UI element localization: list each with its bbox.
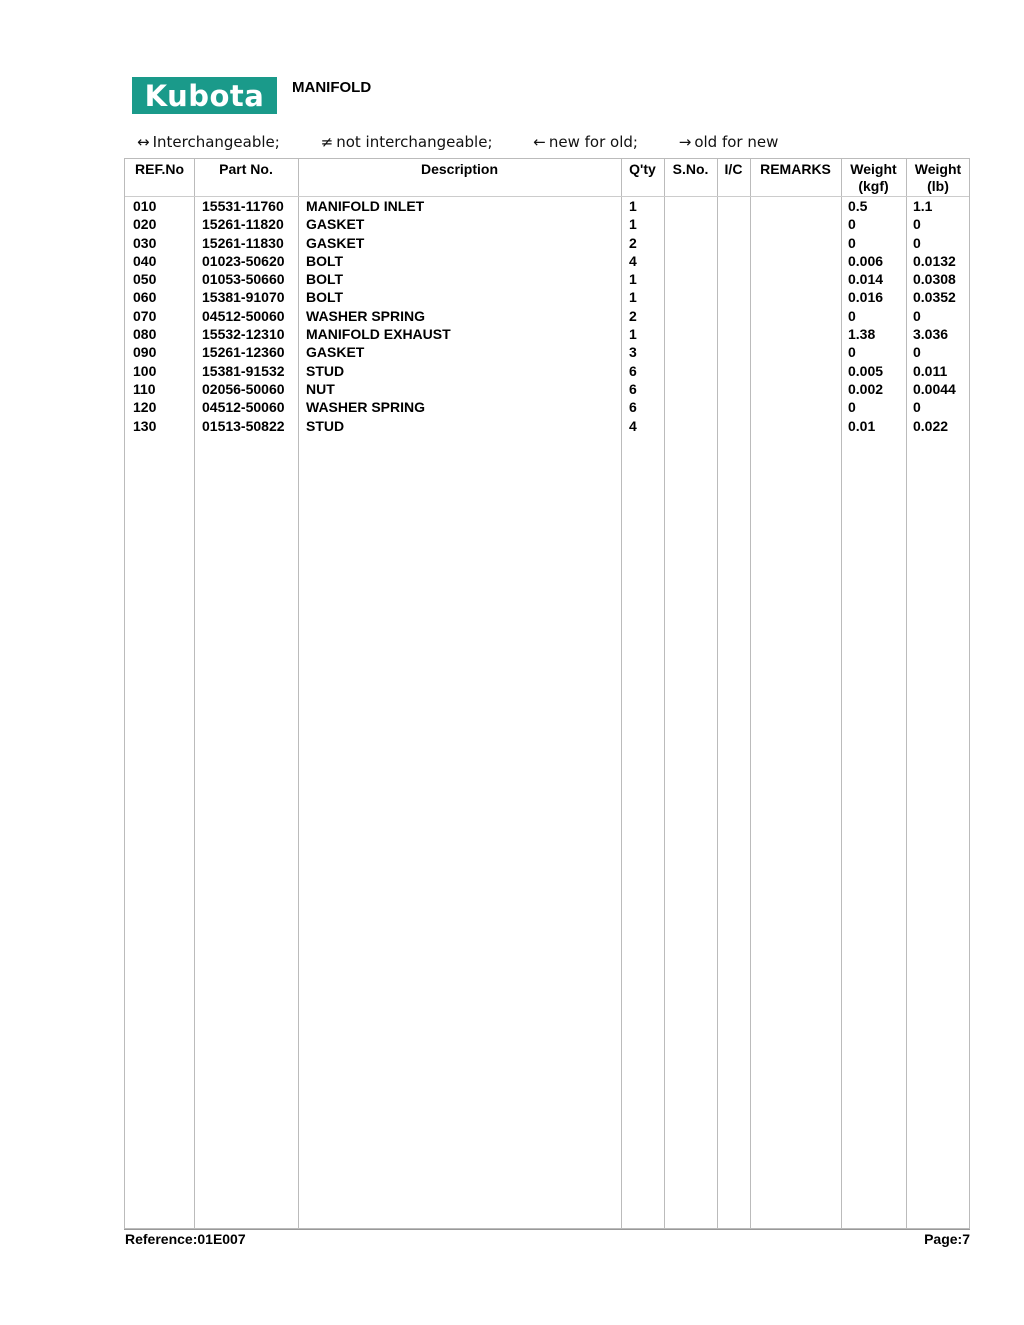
cell-weight-kgf: 0	[848, 399, 856, 416]
left-arrow-icon: ←	[533, 133, 546, 151]
legend-text: new for old;	[548, 133, 638, 151]
cell-ref: 090	[133, 344, 157, 361]
parts-table	[124, 158, 970, 1229]
legend-item-interchangeable	[137, 133, 298, 151]
table-row	[125, 252, 969, 270]
cell-description: STUD	[306, 362, 345, 379]
cell-weight-kgf: 0	[848, 344, 856, 361]
legend-text: Interchangeable;	[152, 133, 280, 151]
header-weight-kgf-line2: (kgf)	[858, 178, 889, 194]
cell-ref: 050	[133, 271, 157, 288]
cell-description: MANIFOLD EXHAUST	[306, 326, 451, 343]
header-weight-lb-line1: Weight	[914, 161, 962, 177]
cell-part-no: 04512-50060	[202, 307, 285, 324]
cell-qty: 1	[629, 216, 637, 233]
header-weight-kgf-line1: Weight	[850, 161, 897, 177]
cell-ref: 130	[133, 417, 157, 434]
cell-weight-lb: 0.0352	[913, 289, 956, 306]
cell-ref: 120	[133, 399, 157, 416]
cell-part-no: 15381-91070	[202, 289, 285, 306]
cell-ref: 020	[133, 216, 157, 233]
cell-qty: 3	[629, 344, 637, 361]
table-row	[125, 417, 969, 435]
cell-qty: 1	[629, 326, 637, 343]
cell-description: GASKET	[306, 216, 365, 233]
legend-item-not-interchangeable	[321, 133, 511, 151]
cell-part-no: 04512-50060	[202, 399, 285, 416]
cell-description: STUD	[306, 417, 345, 434]
cell-part-no: 01513-50822	[202, 417, 285, 434]
cell-weight-lb: 0.022	[913, 417, 949, 434]
cell-weight-kgf: 0.006	[848, 252, 884, 269]
table-row	[125, 197, 969, 215]
cell-ref: 040	[133, 252, 157, 269]
table-row	[125, 270, 969, 288]
cell-description: MANIFOLD INLET	[306, 198, 425, 214]
table-row	[125, 307, 969, 325]
header-description: Description	[420, 161, 498, 177]
header-sno: S.No.	[672, 161, 709, 177]
cell-weight-kgf: 0	[848, 216, 856, 233]
page-title: MANIFOLD	[292, 79, 372, 96]
header-qty: Q'ty	[629, 161, 656, 177]
table-row	[125, 288, 969, 306]
cell-qty: 1	[629, 271, 637, 288]
cell-description: GASKET	[306, 234, 365, 251]
cell-weight-kgf: 0.016	[848, 289, 884, 306]
cell-ref: 030	[133, 234, 157, 251]
table-row	[125, 234, 969, 252]
cell-weight-lb: 0	[913, 307, 921, 324]
cell-description: GASKET	[306, 344, 365, 361]
cell-weight-kgf: 0	[848, 234, 856, 251]
cell-part-no: 15531-11760	[202, 198, 284, 214]
header-remarks: REMARKS	[760, 161, 831, 177]
legend-text: not interchangeable;	[336, 133, 493, 151]
footer-page-number: Page:7	[924, 1231, 970, 1247]
cell-ref: 100	[133, 362, 157, 379]
legend-text: old for new	[694, 133, 779, 151]
cell-weight-lb: 0.0308	[913, 271, 956, 288]
cell-ref: 070	[133, 307, 157, 324]
cell-weight-kgf: 0.005	[848, 362, 884, 379]
kubota-logo: Kubota	[132, 77, 277, 114]
cell-part-no: 15261-12360	[202, 344, 285, 361]
cell-weight-lb: 0.011	[913, 362, 948, 379]
cell-weight-kgf: 1.38	[848, 326, 876, 343]
cell-qty: 1	[629, 198, 637, 214]
cell-part-no: 15381-91532	[202, 362, 285, 379]
cell-weight-lb: 0.0132	[913, 252, 956, 269]
header-ref: REF.No	[135, 161, 184, 177]
footer-divider	[124, 1229, 970, 1230]
cell-description: BOLT	[306, 289, 344, 306]
table-row	[125, 398, 969, 416]
cell-qty: 2	[629, 234, 637, 251]
cell-weight-lb: 0	[913, 234, 921, 251]
bidirectional-arrow-icon: ↔	[137, 133, 150, 151]
legend-item-old-for-new	[679, 133, 797, 151]
header-ic: I/C	[724, 161, 743, 177]
cell-qty: 2	[629, 307, 637, 324]
table-row	[125, 325, 969, 343]
table-body	[125, 197, 969, 435]
cell-description: WASHER SPRING	[306, 399, 426, 416]
table-row	[125, 362, 969, 380]
cell-part-no: 02056-50060	[202, 380, 285, 397]
cell-qty: 6	[629, 399, 637, 416]
right-arrow-icon: →	[678, 133, 692, 151]
cell-part-no: 15532-12310	[202, 326, 285, 343]
cell-description: NUT	[306, 380, 335, 397]
cell-description: BOLT	[306, 252, 344, 269]
header-weight-lb-line2: (lb)	[927, 178, 949, 194]
cell-weight-lb: 0.0044	[913, 380, 956, 397]
cell-qty: 6	[629, 362, 637, 379]
cell-part-no: 15261-11830	[202, 234, 284, 251]
legend	[137, 133, 814, 151]
cell-description: WASHER SPRING	[306, 307, 426, 324]
table-row	[125, 380, 969, 398]
header-weight-lb	[906, 161, 970, 195]
cell-weight-kgf: 0.5	[848, 198, 868, 214]
cell-qty: 6	[629, 380, 637, 397]
cell-ref: 010	[133, 198, 157, 214]
cell-qty: 4	[629, 417, 637, 434]
cell-weight-kgf: 0.002	[848, 380, 884, 397]
cell-ref: 060	[133, 289, 157, 306]
header-part-no: Part No.	[219, 161, 273, 177]
cell-weight-lb: 0	[913, 344, 921, 361]
cell-weight-lb: 3.036	[913, 326, 949, 343]
cell-qty: 1	[629, 289, 637, 306]
header-weight-kgf	[841, 161, 906, 195]
cell-part-no: 01053-50660	[202, 271, 285, 288]
cell-weight-lb: 1.1	[913, 198, 933, 214]
cell-qty: 4	[629, 252, 637, 269]
cell-weight-kgf: 0	[848, 307, 856, 324]
cell-weight-kgf: 0.01	[848, 417, 876, 434]
not-equal-icon: ≠	[320, 133, 334, 151]
table-row	[125, 343, 969, 361]
legend-item-new-for-old	[533, 133, 656, 151]
cell-weight-kgf: 0.014	[848, 271, 884, 288]
cell-ref: 080	[133, 326, 157, 343]
cell-weight-lb: 0	[913, 216, 921, 233]
footer-reference: Reference:01E007	[125, 1231, 246, 1247]
cell-description: BOLT	[306, 271, 344, 288]
cell-weight-lb: 0	[913, 399, 921, 416]
cell-ref: 110	[133, 380, 156, 397]
cell-part-no: 15261-11820	[202, 216, 284, 233]
cell-part-no: 01023-50620	[202, 252, 285, 269]
table-row	[125, 215, 969, 233]
